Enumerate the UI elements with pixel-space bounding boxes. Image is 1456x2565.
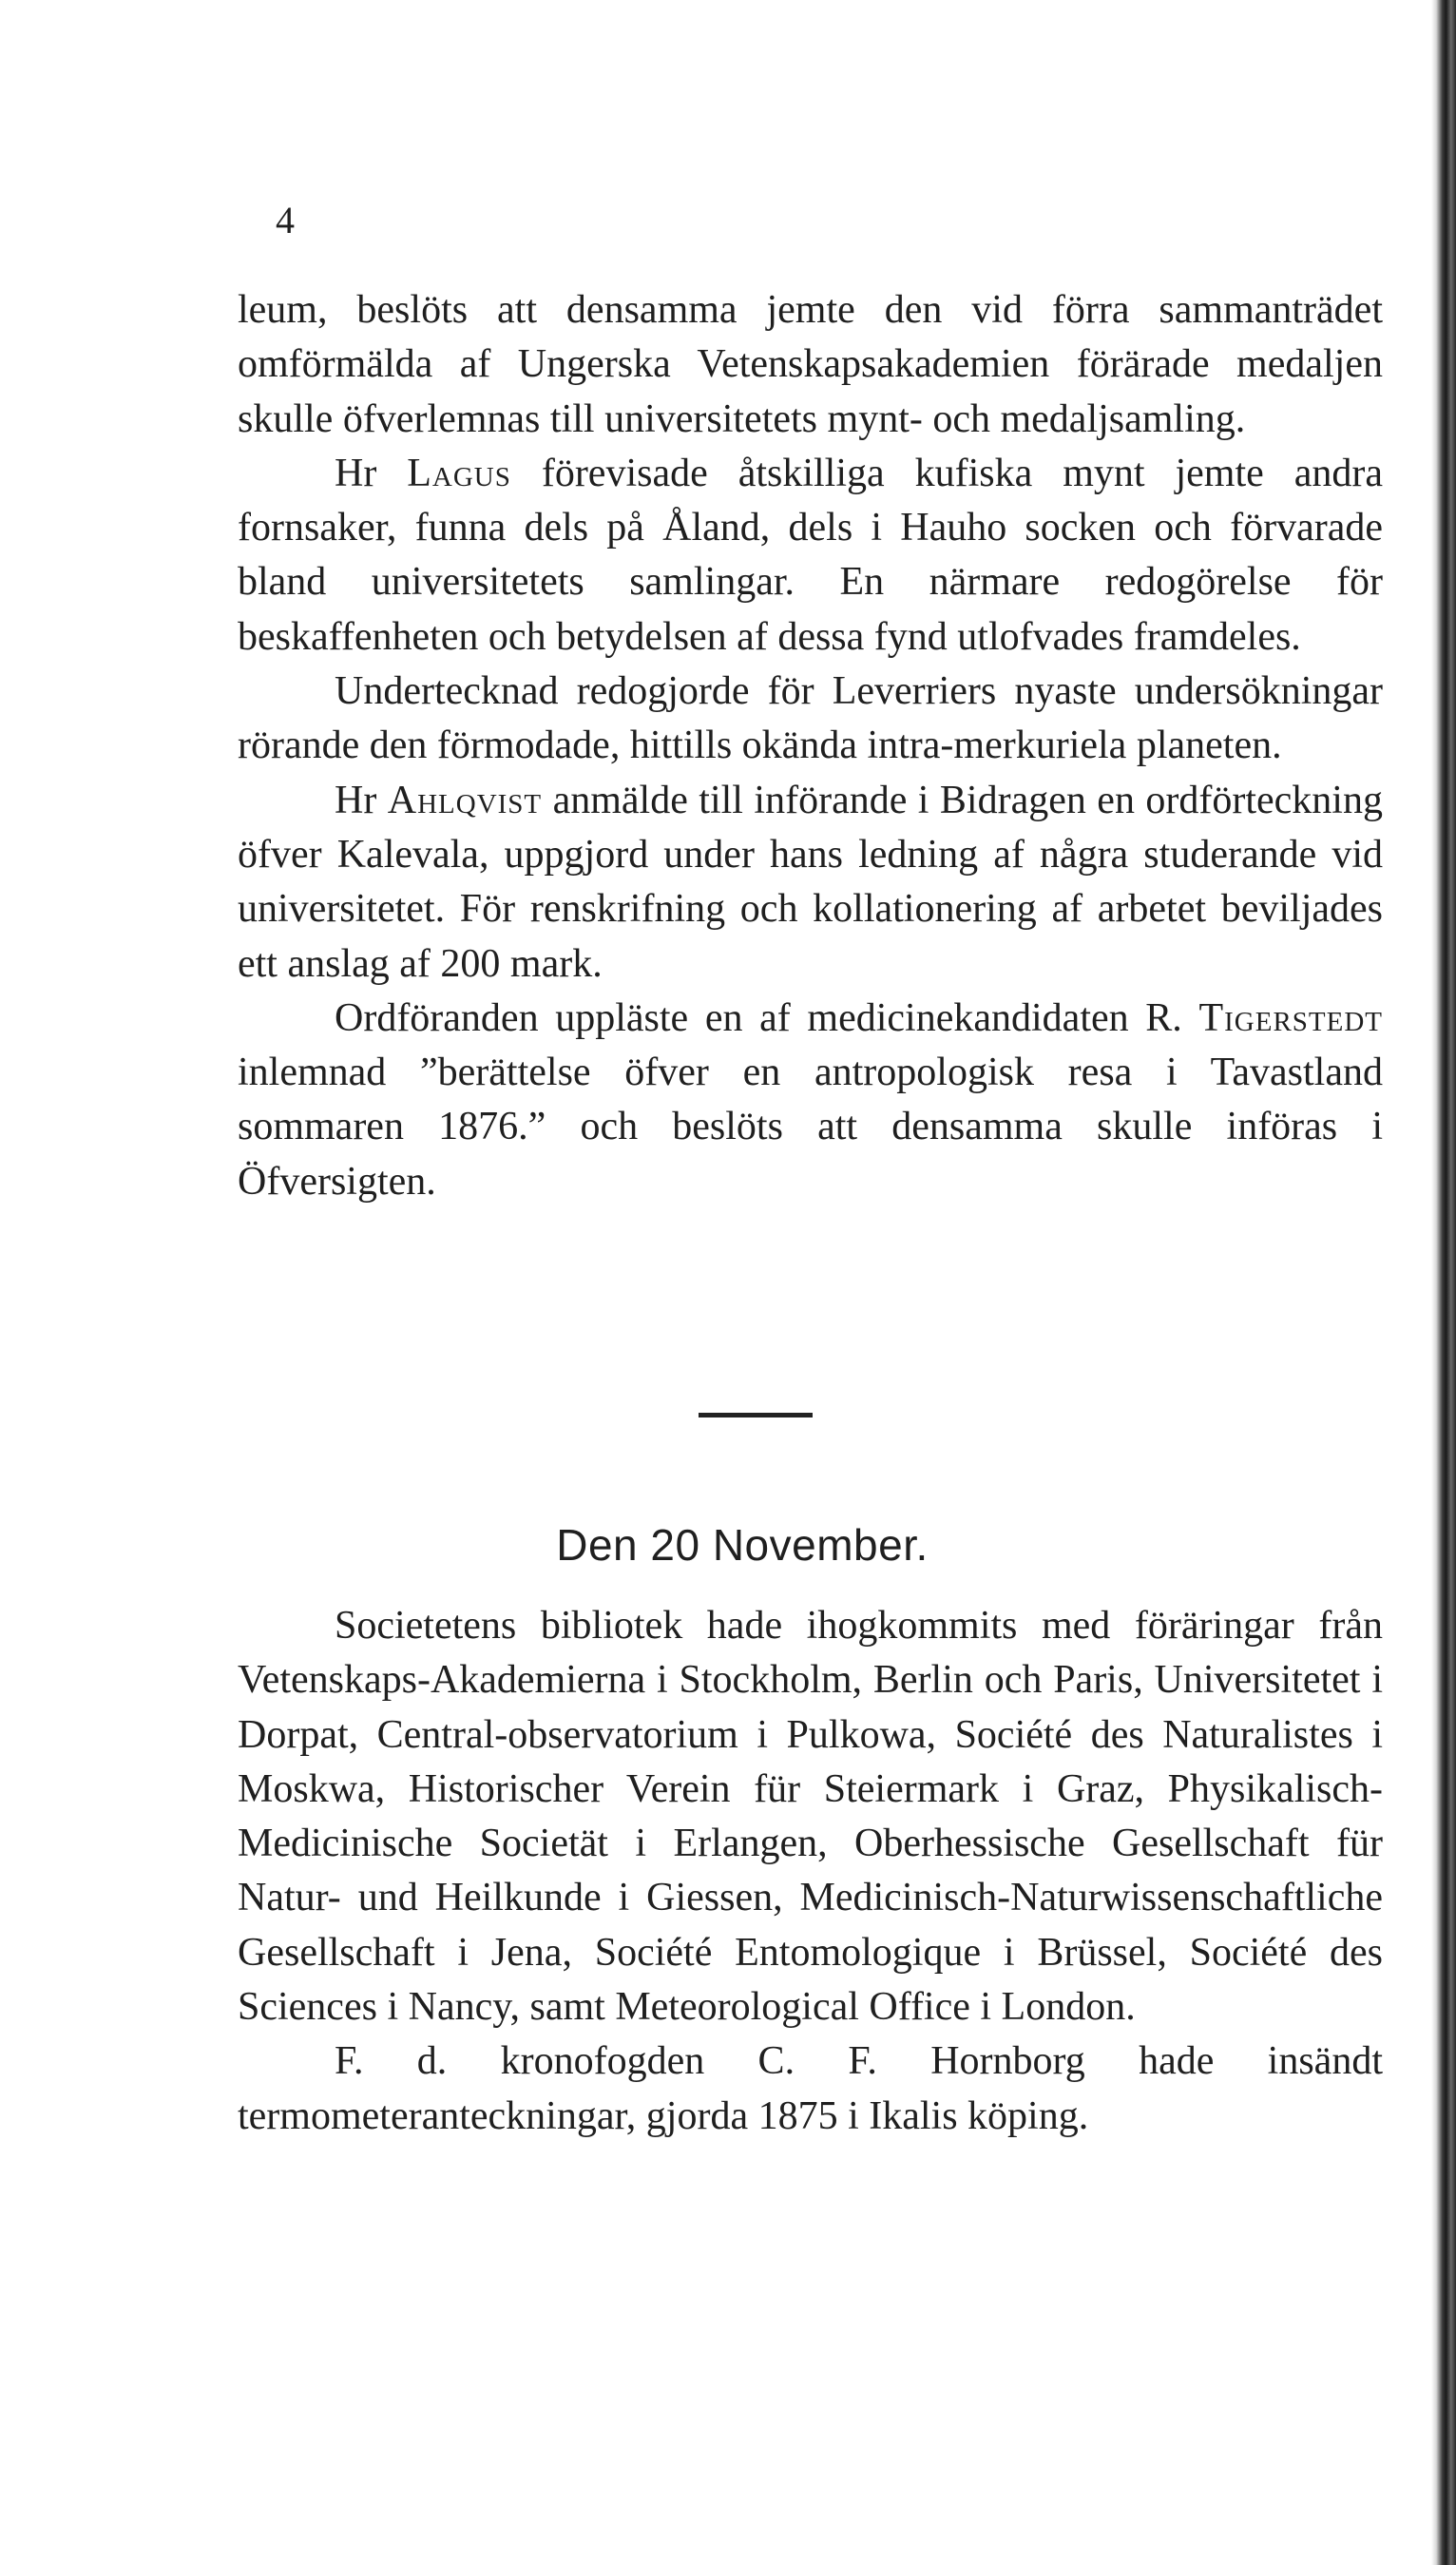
scan-edge — [1431, 0, 1456, 2565]
paragraph-4-text: anmälde till införande i Bidragen en ordförteckning öfver Kalevala, uppgjord under hans ledning af några studerande vid universitetet. För renskrifning och kollationering af arbetet beviljades ett anslag af 200 mark. — [238, 778, 1383, 986]
person-name: Lagus — [407, 451, 511, 495]
paragraph-5-after: inlemnad ”berättelse öfver en antropologisk resa i Tavastland sommaren 1876.” och beslöts att densamma skulle införas i Öfversigten. — [238, 1051, 1383, 1204]
paragraph-3: Undertecknad redogjorde för Leverriers nyaste undersökningar rörande den förmodade, hittills okända intra-merkuriela planeten. — [238, 669, 1383, 768]
section-2-text — [238, 1599, 1383, 2144]
hr-prefix: Hr — [335, 451, 408, 495]
page-number: 4 — [276, 199, 295, 241]
paragraph-2 — [238, 447, 1383, 665]
paragraph-5 — [238, 992, 1383, 1209]
paragraph-2-text: förevisade åtskilliga kufiska mynt jemte andra fornsaker, funna dels på Åland, dels i Hauho socken och förvarade bland universitetets samlingar. En närmare redogörelse för beskaffenheten och betydelsen af dessa fynd utlofvades framdeles. — [238, 451, 1383, 659]
hr-prefix: Hr — [335, 778, 388, 822]
person-name: Tigerstedt — [1198, 995, 1383, 1040]
section-1-text — [238, 283, 1383, 1209]
paragraph-7: F. d. kronofogden C. F. Hornborg hade insändt termometeranteckningar, gjorda 1875 i Ikalis köping. — [238, 2039, 1383, 2138]
person-name: Ahlqvist — [387, 778, 543, 822]
paragraph-1: leum, beslöts att densamma jemte den vid förra sammanträdet omförmälda af Ungerska Vetenskapsakademien förärade medaljen skulle öfverlemnas till universitetets mynt- och medaljsamling. — [238, 288, 1383, 441]
section-heading: Den 20 November. — [556, 1520, 929, 1570]
paragraph-5-before: Ordföranden uppläste en af medicinekandidaten R. — [335, 995, 1199, 1040]
paragraph-6: Societetens bibliotek hade ihogkommits med föräringar från Vetenskaps-Akademierna i Stockholm, Berlin och Paris, Universitetet i Dorpat, Central-observatorium i Pulkowa, Société des Naturalistes i Moskwa, Historischer Verein für Steiermark i Graz, Physikalisch-Medicinische Societät i Erlangen, Oberhessische Gesellschaft für Natur- und Heilkunde i Giessen, Medicinisch-Naturwissenschaftliche Gesellschaft i Jena, Société Entomologique i Brüssel, Société des Sciences i Nancy, samt Meteorological Office i London. — [238, 1604, 1383, 2030]
section-divider — [699, 1413, 813, 1418]
paragraph-4 — [238, 774, 1383, 992]
